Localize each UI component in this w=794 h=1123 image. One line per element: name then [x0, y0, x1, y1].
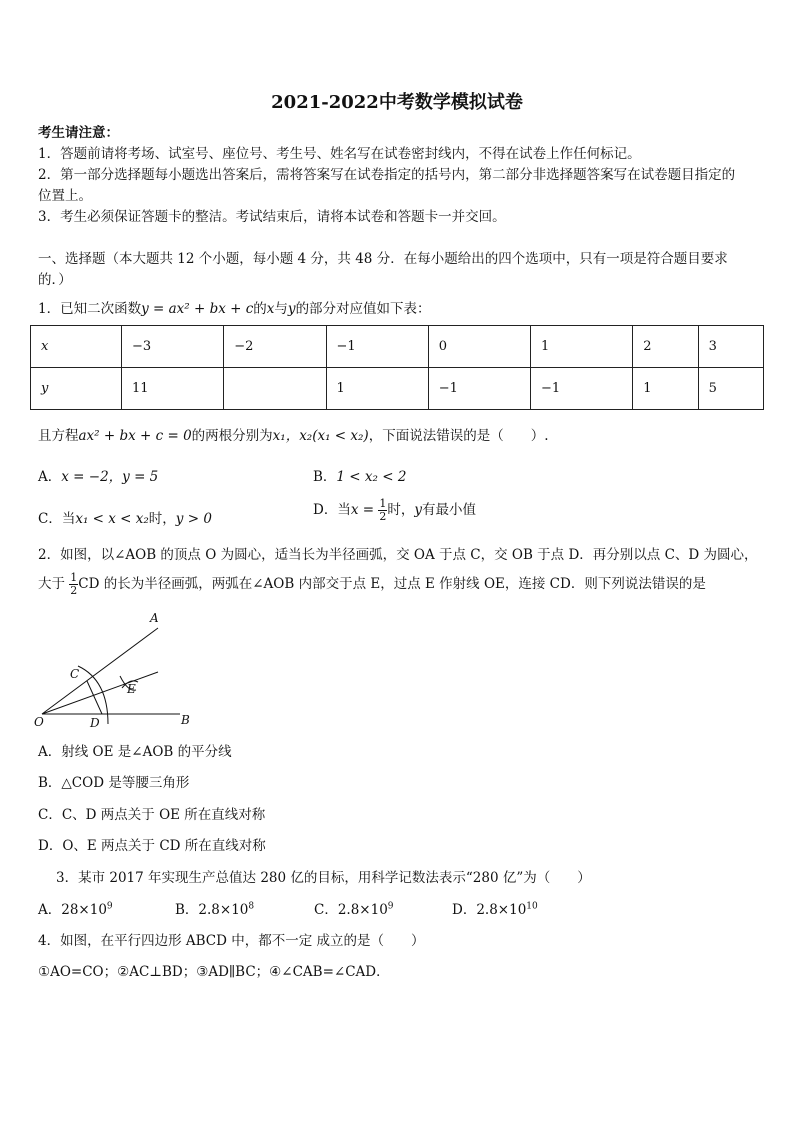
- q2-stem-a: 大于: [38, 576, 65, 592]
- option-result: y > 0: [175, 511, 212, 527]
- angle-bisector-figure: [30, 608, 200, 733]
- fraction-denominator: 2: [379, 510, 387, 523]
- table-cell: −1: [428, 368, 530, 410]
- table-cell: 3: [698, 326, 763, 368]
- label-b: B: [181, 713, 190, 727]
- table-cell: −3: [122, 326, 224, 368]
- option-label: B．: [313, 469, 337, 485]
- label-d: D: [90, 716, 100, 730]
- table-cell-y-label: y: [31, 368, 122, 410]
- notice-item-1: 1．答题前请将考场、试室号、座位号、考生号、姓名写在试卷密封线内，不得在试卷上作任何标记。: [38, 146, 641, 162]
- q4-items: ①AO=CO；②AC⊥BD；③AD∥BC；④∠CAB=∠CAD．: [38, 964, 390, 980]
- option-text: x = −2，y = 5: [61, 469, 159, 485]
- section1-heading: 一、选择题（本大题共 12 个小题，每小题 4 分，共 48 分．在每小题给出的四个选项中，只有一项是符合题目要求: [38, 251, 728, 267]
- q3-option-c: [314, 898, 394, 918]
- q2-option-c: C．C、D 两点关于 OE 所在直线对称: [38, 807, 266, 823]
- option-exponent: 10: [526, 901, 538, 912]
- q2-stem-b: CD 的长为半径画弧，两弧在∠AOB 内部交于点 E，过点 E 作射线 OE，连接 CD．则下列说法错误的是: [78, 576, 706, 592]
- q3-option-b: [175, 898, 254, 918]
- table-row-y: [31, 368, 764, 410]
- table-cell: 1: [326, 368, 428, 410]
- q1-y: y: [287, 301, 296, 317]
- q2-stem: 2．如图，以∠AOB 的顶点 O 为圆心，适当长为半径画弧，交 OA 于点 C，交 OB 于点 D．再分别以点 C、D 为圆心，: [38, 547, 758, 563]
- option-x: x =: [350, 502, 375, 518]
- option-condition: x₁ < x < x₂: [75, 511, 149, 527]
- label-c: C: [70, 667, 80, 681]
- q1-option-b: [313, 465, 406, 485]
- label-o: O: [34, 715, 44, 729]
- option-exponent: 9: [106, 901, 113, 912]
- table-cell: −1: [531, 368, 633, 410]
- table-cell: 5: [698, 368, 763, 410]
- table-cell-x-label: x: [31, 326, 122, 368]
- q1-cond-c: ，下面说法错误的是（ ）.: [368, 428, 549, 444]
- q1-prefix: 1．已知二次函数: [38, 301, 142, 317]
- q1-and: 与: [274, 301, 288, 317]
- table-cell: −1: [326, 326, 428, 368]
- q1-function: y = ax² + bx + c: [141, 301, 254, 317]
- q1-cond-a: 且方程: [38, 428, 79, 444]
- q2-stem-cont: [38, 572, 706, 597]
- q2-option-a: A．射线 OE 是∠AOB 的平分线: [38, 744, 232, 760]
- q1-cond-b: 的两根分别为: [191, 428, 273, 444]
- fraction: [378, 498, 387, 523]
- option-mid: 时，: [387, 502, 415, 518]
- table-cell: −2: [224, 326, 326, 368]
- table-cell: 0: [428, 326, 530, 368]
- fraction-denominator: 2: [70, 584, 78, 597]
- label-e: E: [127, 682, 136, 696]
- option-label: D．2.8×10: [452, 902, 527, 918]
- table-cell: 2: [633, 326, 698, 368]
- label-a: A: [150, 611, 159, 625]
- page-title: 2021-2022中考数学模拟试卷: [271, 92, 523, 113]
- q1-roots: x₁，x₂(x₁ < x₂): [272, 428, 369, 444]
- option-label: A．: [38, 469, 62, 485]
- table-cell: [224, 368, 326, 410]
- value-table: [30, 325, 764, 410]
- notice-item-2-cont: 位置上。: [38, 188, 92, 204]
- option-label: A．28×10: [38, 902, 107, 918]
- q1-mid: 的: [253, 301, 267, 317]
- option-mid: 时，: [148, 511, 176, 527]
- option-label: D．当: [313, 502, 351, 518]
- q1-option-d: [313, 498, 476, 523]
- notice-item-2: 2．第一部分选择题每小题选出答案后，需将答案写在试卷指定的括号内，第二部分非选择题答案写在试卷题目指定的: [38, 167, 736, 183]
- option-exponent: 9: [387, 901, 394, 912]
- q1-option-a: [38, 465, 158, 485]
- option-label: C．2.8×10: [314, 902, 388, 918]
- fraction: [69, 572, 78, 597]
- q3-stem: 3．某市 2017 年实现生产总值达 280 亿的目标，用科学记数法表示“280 亿”为（ ）: [56, 870, 591, 886]
- q1-stem: [38, 297, 431, 317]
- option-exponent: 8: [248, 901, 255, 912]
- fraction-numerator: 1: [70, 571, 78, 584]
- q1-condition: [38, 424, 549, 444]
- notice-item-3: 3．考生必须保证答题卡的整洁。考试结束后，请将本试卷和答题卡一并交回。: [38, 209, 506, 225]
- option-label: B．2.8×10: [175, 902, 249, 918]
- option-text: 1 < x₂ < 2: [336, 469, 407, 485]
- q2-option-b: B．△COD 是等腰三角形: [38, 775, 190, 791]
- ray-oe: [42, 672, 158, 714]
- table-row-x: [31, 326, 764, 368]
- q1-x: x: [266, 301, 275, 317]
- table-cell: 1: [633, 368, 698, 410]
- q3-option-d: [452, 898, 538, 918]
- section1-heading-cont: 的．）: [38, 272, 72, 288]
- option-y: y: [414, 502, 422, 518]
- q1-suffix: 的部分对应值如下表：: [295, 301, 431, 317]
- ray-oa: [42, 628, 158, 714]
- table-cell: 1: [531, 326, 633, 368]
- q3-option-a: [38, 898, 113, 918]
- notice-heading: 考生请注意：: [38, 125, 119, 141]
- q1-equation: ax² + bx + c = 0: [78, 428, 192, 444]
- q1-option-c: [38, 507, 212, 527]
- option-label: C．当: [38, 511, 76, 527]
- table-cell: 11: [122, 368, 224, 410]
- fraction-numerator: 1: [379, 497, 387, 510]
- option-end: 有最小值: [421, 502, 476, 518]
- q4-stem: 4．如图，在平行四边形 ABCD 中，都不一定 成立的是（ ）: [38, 933, 425, 949]
- q2-option-d: D．O、E 两点关于 CD 所在直线对称: [38, 838, 266, 854]
